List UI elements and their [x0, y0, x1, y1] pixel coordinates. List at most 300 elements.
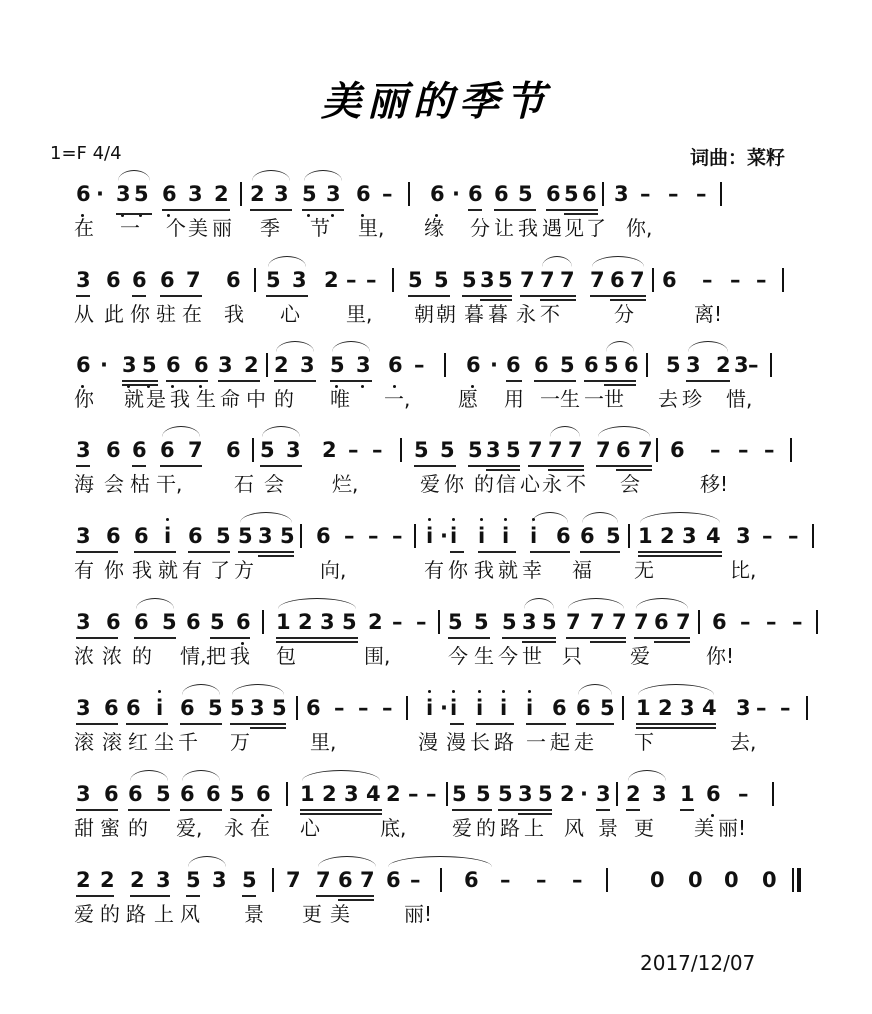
- slur-arc: [240, 512, 292, 523]
- high-octave-dot: [158, 690, 161, 693]
- lyric-char: 滚: [102, 730, 122, 754]
- note: 3: [734, 353, 749, 377]
- lyric-line: [74, 470, 814, 502]
- note: 2: [660, 524, 675, 548]
- note: 3: [250, 696, 265, 720]
- lyric-char: 朝: [414, 302, 434, 326]
- beam-underline: [188, 551, 230, 553]
- note: 3: [736, 696, 751, 720]
- slur-arc: [232, 684, 284, 695]
- lyric-char: 的: [128, 816, 148, 840]
- beam-underline: [76, 723, 118, 725]
- beam-underline: [276, 637, 358, 639]
- slur-arc: [388, 856, 492, 867]
- high-octave-dot: [428, 690, 431, 693]
- note: 3: [76, 268, 91, 292]
- note: –: [500, 868, 511, 892]
- barline: [628, 524, 630, 548]
- beam-underline: [498, 809, 552, 811]
- note: 5: [542, 610, 557, 634]
- beam-underline: [134, 637, 176, 639]
- note: 5: [498, 782, 513, 806]
- lyric-char: 的: [474, 472, 494, 496]
- note: 6: [466, 353, 481, 377]
- note: –: [780, 696, 791, 720]
- barline: [440, 868, 442, 892]
- note: 3: [320, 610, 335, 634]
- note: 3: [326, 182, 341, 206]
- lyric-char: 今: [448, 644, 468, 668]
- lyric-line: [74, 728, 814, 760]
- notation-line: [76, 684, 816, 724]
- beam-underline: [452, 809, 492, 811]
- note: –: [382, 182, 393, 206]
- note: 1: [636, 696, 651, 720]
- beam-underline: [450, 723, 464, 725]
- beam-underline: [238, 551, 294, 553]
- note: i: [450, 696, 458, 720]
- note: 2: [368, 610, 383, 634]
- beam-underline: [274, 380, 316, 382]
- note: 5: [462, 268, 477, 292]
- notation-line: [76, 170, 816, 210]
- beam-underline: [468, 465, 520, 467]
- note: 6: [166, 353, 181, 377]
- barline: [262, 610, 264, 634]
- slur-arc: [606, 341, 634, 352]
- lyric-char: 万: [230, 730, 250, 754]
- beam-underline: [590, 295, 646, 297]
- barline: [816, 610, 818, 634]
- lyric-char: 惜,: [726, 387, 753, 411]
- beam-underline: [180, 809, 222, 811]
- beam-underline: [76, 895, 114, 897]
- lyric-char: 甜: [74, 816, 94, 840]
- beam-underline: [218, 380, 260, 382]
- lyric-char: 干,: [156, 472, 183, 496]
- beam-underline: [638, 551, 722, 553]
- note: 0: [688, 868, 703, 892]
- note: –: [426, 782, 437, 806]
- beam-underline: [494, 209, 536, 211]
- lyric-char: 暮: [488, 302, 508, 326]
- lyric-char: 的: [132, 644, 152, 668]
- lyric-char: 去: [658, 387, 678, 411]
- lyric-char: 有: [74, 558, 94, 582]
- note: 5: [474, 610, 489, 634]
- note: 6: [76, 182, 91, 206]
- note: 3: [686, 353, 701, 377]
- slur-arc: [162, 426, 200, 437]
- lyric-char: 风: [564, 816, 584, 840]
- note: 6: [464, 868, 479, 892]
- lyric-char: 一: [120, 216, 140, 240]
- note: 3: [522, 610, 537, 634]
- lyric-char: 情,: [180, 644, 207, 668]
- lyric-char: 世: [522, 644, 542, 668]
- note: i: [164, 524, 172, 548]
- barline: [606, 868, 608, 892]
- beam-underline: [76, 295, 90, 297]
- page-title: 美丽的季节: [321, 78, 551, 125]
- note: 5: [498, 268, 513, 292]
- note: 6: [468, 182, 483, 206]
- note: 6: [106, 610, 121, 634]
- notation-system: [0, 512, 872, 598]
- lyric-char: 我: [224, 302, 244, 326]
- beam-underline: [126, 723, 168, 725]
- beam-underline: [526, 723, 566, 725]
- note: 4: [706, 524, 721, 548]
- note: 2: [250, 182, 265, 206]
- note: i: [476, 696, 484, 720]
- note: 6: [104, 696, 119, 720]
- note: –: [696, 182, 707, 206]
- slur-arc: [628, 770, 666, 781]
- note: 7: [590, 268, 605, 292]
- note: 3: [116, 182, 131, 206]
- beam-underline: [596, 465, 652, 467]
- beam-underline: [160, 465, 202, 467]
- lyric-char: 烂,: [332, 472, 359, 496]
- note: 6: [534, 353, 549, 377]
- barline: [806, 696, 808, 720]
- beam-underline: [528, 465, 584, 467]
- note: –: [348, 438, 359, 462]
- note: 5: [266, 268, 281, 292]
- barline: [254, 268, 256, 292]
- beam-underline: [468, 209, 482, 211]
- note: 2: [322, 782, 337, 806]
- note: 3: [300, 353, 315, 377]
- slur-arc: [542, 256, 572, 267]
- note: 6: [712, 610, 727, 634]
- note: 6: [356, 182, 371, 206]
- note: 0: [650, 868, 665, 892]
- beam-underline: [584, 380, 636, 382]
- slur-arc: [640, 512, 720, 523]
- barline: [446, 782, 448, 806]
- barline: [790, 438, 792, 462]
- beam-underline: [502, 637, 556, 639]
- note: 5: [414, 438, 429, 462]
- note: 3: [76, 782, 91, 806]
- lyric-char: 景: [598, 816, 618, 840]
- lyric-char: 更: [302, 902, 322, 926]
- beam-underline: [316, 895, 374, 897]
- lyric-char: 中: [246, 387, 266, 411]
- note: ·: [490, 353, 498, 377]
- beam-underline: [76, 465, 90, 467]
- note: 6: [180, 782, 195, 806]
- note: –: [640, 182, 651, 206]
- note: 3: [258, 524, 273, 548]
- lyric-char: 枯: [130, 472, 150, 496]
- note: –: [368, 524, 379, 548]
- lyric-char: 美: [188, 216, 208, 240]
- note: 5: [242, 868, 257, 892]
- note: –: [382, 696, 393, 720]
- note: 2: [386, 782, 401, 806]
- slur-arc: [636, 598, 688, 609]
- note: 3: [156, 868, 171, 892]
- beam-underline: [130, 895, 170, 897]
- lyric-char: 你,: [626, 216, 653, 240]
- high-octave-dot: [478, 690, 481, 693]
- barline: [622, 696, 624, 720]
- lyric-char: 红: [128, 730, 148, 754]
- lyric-char: 世: [604, 387, 624, 411]
- note: 3: [122, 353, 137, 377]
- note: 5: [440, 438, 455, 462]
- beam-underline: [242, 895, 256, 897]
- slur-arc: [638, 684, 714, 695]
- high-octave-dot: [428, 518, 431, 521]
- note: –: [572, 868, 583, 892]
- lyric-char: 的: [100, 902, 120, 926]
- barline: [408, 182, 410, 206]
- lyric-char: 你: [104, 558, 124, 582]
- beam-underline: [302, 209, 344, 211]
- note: 5: [468, 438, 483, 462]
- lyric-char: 唯: [330, 387, 350, 411]
- lyric-char: 生: [196, 387, 216, 411]
- lyric-char: 无: [634, 558, 654, 582]
- lyric-char: 一: [526, 730, 546, 754]
- note: 3: [274, 182, 289, 206]
- note: 6: [126, 696, 141, 720]
- lyric-char: 心: [280, 302, 300, 326]
- note: 7: [634, 610, 649, 634]
- lyric-char: 了: [210, 558, 230, 582]
- barline: [812, 524, 814, 548]
- beam-underline: [160, 295, 202, 297]
- note: 3: [356, 353, 371, 377]
- slur-arc: [332, 341, 370, 352]
- note: 6: [316, 524, 331, 548]
- notation-system: [0, 341, 872, 427]
- note: 5: [434, 268, 449, 292]
- barline: [652, 268, 654, 292]
- lyric-char: 分: [614, 302, 634, 326]
- beam-underline: [566, 637, 626, 639]
- note: 3: [212, 868, 227, 892]
- high-octave-dot: [166, 518, 169, 521]
- note: 6: [662, 268, 677, 292]
- note: 5: [302, 182, 317, 206]
- beam-underline: [76, 637, 118, 639]
- note: –: [738, 782, 749, 806]
- high-octave-dot: [452, 518, 455, 521]
- note: 1: [680, 782, 695, 806]
- lyric-char: 的: [274, 387, 294, 411]
- notation-line: [76, 426, 816, 466]
- note: 6: [338, 868, 353, 892]
- lyric-char: 里,: [310, 730, 337, 754]
- note: 5: [230, 782, 245, 806]
- lyric-char: 幸: [522, 558, 542, 582]
- note: 5: [538, 782, 553, 806]
- lyric-char: 福: [572, 558, 592, 582]
- notation-line: [76, 856, 816, 896]
- lyric-char: 起: [550, 730, 570, 754]
- note: –: [730, 268, 741, 292]
- note: 7: [316, 868, 331, 892]
- note: 7: [528, 438, 543, 462]
- note: i: [450, 524, 458, 548]
- note: –: [748, 353, 759, 377]
- lyric-char: 了: [586, 216, 606, 240]
- beam-underline: [132, 295, 146, 297]
- note: 3: [652, 782, 667, 806]
- beam-underline: [414, 465, 456, 467]
- note: 3: [596, 782, 611, 806]
- note: –: [756, 268, 767, 292]
- note: 5: [330, 353, 345, 377]
- note: 6: [584, 353, 599, 377]
- note: 7: [596, 438, 611, 462]
- lyric-char: 爱,: [176, 816, 203, 840]
- lyric-char: 驻: [156, 302, 176, 326]
- lyric-char: 离!: [694, 302, 723, 326]
- note: 6: [386, 868, 401, 892]
- beam-underline: [180, 723, 222, 725]
- note: 6: [494, 182, 509, 206]
- lyric-char: 爱: [420, 472, 440, 496]
- note: –: [366, 268, 377, 292]
- barline: [444, 353, 446, 377]
- notation-line: [76, 770, 816, 810]
- lyric-char: 从: [74, 302, 94, 326]
- note: 3: [286, 438, 301, 462]
- note: 5: [216, 524, 231, 548]
- note: 3: [682, 524, 697, 548]
- note: 1: [276, 610, 291, 634]
- high-octave-dot: [502, 690, 505, 693]
- note: 6: [106, 438, 121, 462]
- note: 6: [76, 353, 91, 377]
- lyric-char: 你: [74, 387, 94, 411]
- note: –: [372, 438, 383, 462]
- lyric-char: 上: [154, 902, 174, 926]
- lyric-char: 你: [130, 302, 150, 326]
- barline: [406, 696, 408, 720]
- note: 6: [106, 268, 121, 292]
- beam-underline: [76, 551, 118, 553]
- lyric-char: 我: [230, 644, 250, 668]
- note: 7: [188, 438, 203, 462]
- note: 6: [186, 610, 201, 634]
- lyric-char: 我: [518, 216, 538, 240]
- slur-arc: [182, 684, 220, 695]
- note: –: [792, 610, 803, 634]
- lyric-char: 今: [498, 644, 518, 668]
- lyric-char: 一,: [384, 387, 411, 411]
- notation-system: [0, 598, 872, 684]
- lyric-char: 暮: [464, 302, 484, 326]
- slur-arc: [118, 170, 150, 181]
- note: 3: [614, 182, 629, 206]
- note: –: [762, 524, 773, 548]
- beam-underline: [546, 209, 598, 211]
- lyric-char: 滚: [74, 730, 94, 754]
- note: 6: [226, 438, 241, 462]
- lyric-char: 浓: [102, 644, 122, 668]
- note: 6: [576, 696, 591, 720]
- lyric-char: 比,: [730, 558, 757, 582]
- lyric-char: 我: [170, 387, 190, 411]
- note: i: [530, 524, 538, 548]
- lyric-char: 浓: [74, 644, 94, 668]
- beam-underline: [448, 637, 490, 639]
- note: 7: [612, 610, 627, 634]
- barline: [646, 353, 648, 377]
- note: 7: [568, 438, 583, 462]
- beam-underline: [680, 809, 694, 811]
- lyric-char: 会: [104, 472, 124, 496]
- note: 5: [408, 268, 423, 292]
- beam-underline: [186, 895, 200, 897]
- note: 2: [130, 868, 145, 892]
- barline: [772, 782, 774, 806]
- note: 2: [324, 268, 339, 292]
- note: i: [156, 696, 164, 720]
- slur-arc: [550, 426, 580, 437]
- note: 6: [160, 438, 175, 462]
- note: 2: [100, 868, 115, 892]
- note: 5: [502, 610, 517, 634]
- note: i: [478, 524, 486, 548]
- note: 3: [518, 782, 533, 806]
- lyric-char: 个: [166, 216, 186, 240]
- lyric-char: 里,: [358, 216, 385, 240]
- lyric-char: 底,: [380, 816, 407, 840]
- lyric-line: [74, 385, 814, 417]
- note: 6: [654, 610, 669, 634]
- barline: [414, 524, 416, 548]
- lyric-char: 节: [310, 216, 330, 240]
- lyric-char: 长: [470, 730, 490, 754]
- slur-arc: [262, 426, 300, 437]
- note: 7: [540, 268, 555, 292]
- note: 7: [520, 268, 535, 292]
- note: 2: [76, 868, 91, 892]
- note: –: [756, 696, 767, 720]
- barline: [272, 868, 274, 892]
- note: 5: [518, 182, 533, 206]
- note: ·: [440, 524, 448, 548]
- beam-underline: [530, 551, 570, 553]
- notation-line: [76, 256, 816, 296]
- note: –: [334, 696, 345, 720]
- lyric-char: 路: [494, 730, 514, 754]
- lyric-char: 一: [584, 387, 604, 411]
- note: –: [392, 524, 403, 548]
- lyric-char: 永: [516, 302, 536, 326]
- slur-arc: [268, 256, 306, 267]
- beam-underline: [450, 551, 464, 553]
- note: 6: [552, 696, 567, 720]
- barline: [286, 782, 288, 806]
- note: 5: [230, 696, 245, 720]
- notation-line: [76, 512, 816, 552]
- note: –: [788, 524, 799, 548]
- lyric-char: 路: [500, 816, 520, 840]
- key-signature: 1=F 4/4: [50, 143, 122, 164]
- note: 6: [624, 353, 639, 377]
- note: 3: [76, 696, 91, 720]
- lyric-char: 让: [494, 216, 514, 240]
